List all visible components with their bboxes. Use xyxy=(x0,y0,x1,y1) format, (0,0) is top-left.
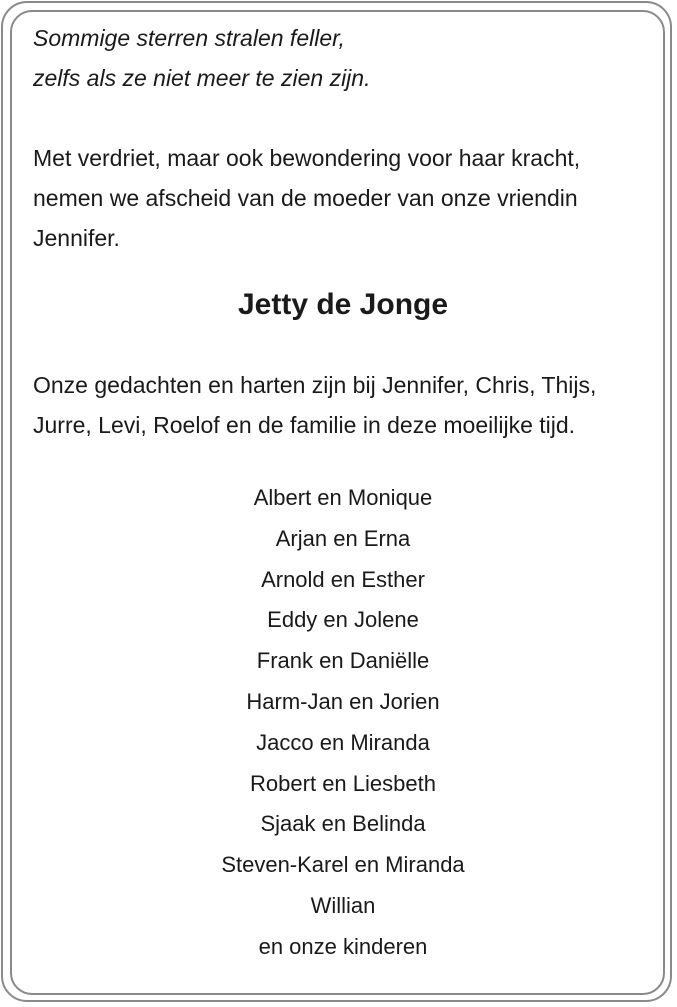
signatory: Albert en Monique xyxy=(253,485,433,510)
signatory: Frank en Daniëlle xyxy=(256,648,430,674)
signatory: Arjan en Erna xyxy=(275,525,411,551)
signatory: Robert en Liesbeth xyxy=(250,770,436,796)
verse-line: zelfs als ze niet meer te zien zijn. xyxy=(33,65,371,91)
condolence-notice xyxy=(33,18,653,968)
condolence-message: Onze gedachten en harten zijn bij Jennifer, Chris, Thijs, Jurre, Levi, Roelof en de familie in deze moeilijke tijd. xyxy=(33,372,597,438)
signatory: Jacco en Miranda xyxy=(256,729,430,755)
signatory: en onze kinderen xyxy=(258,933,428,959)
intro-text: Met verdriet, maar ook bewondering voor haar kracht, nemen we afscheid van de moeder van onze vriendin Jennifer. xyxy=(33,145,581,251)
signatory: Willian xyxy=(310,892,376,918)
signatory: Steven-Karel en Miranda xyxy=(221,852,465,878)
verse xyxy=(33,18,653,98)
signatories-list xyxy=(33,478,653,968)
signatory: Eddy en Jolene xyxy=(267,607,419,633)
deceased-name: Jetty de Jonge xyxy=(237,288,449,321)
signatory: Harm-Jan en Jorien xyxy=(246,688,440,714)
signatory: Arnold en Esther xyxy=(261,566,425,592)
signatory: Sjaak en Belinda xyxy=(260,811,426,837)
verse-line: Sommige sterren stralen feller, xyxy=(33,25,345,51)
